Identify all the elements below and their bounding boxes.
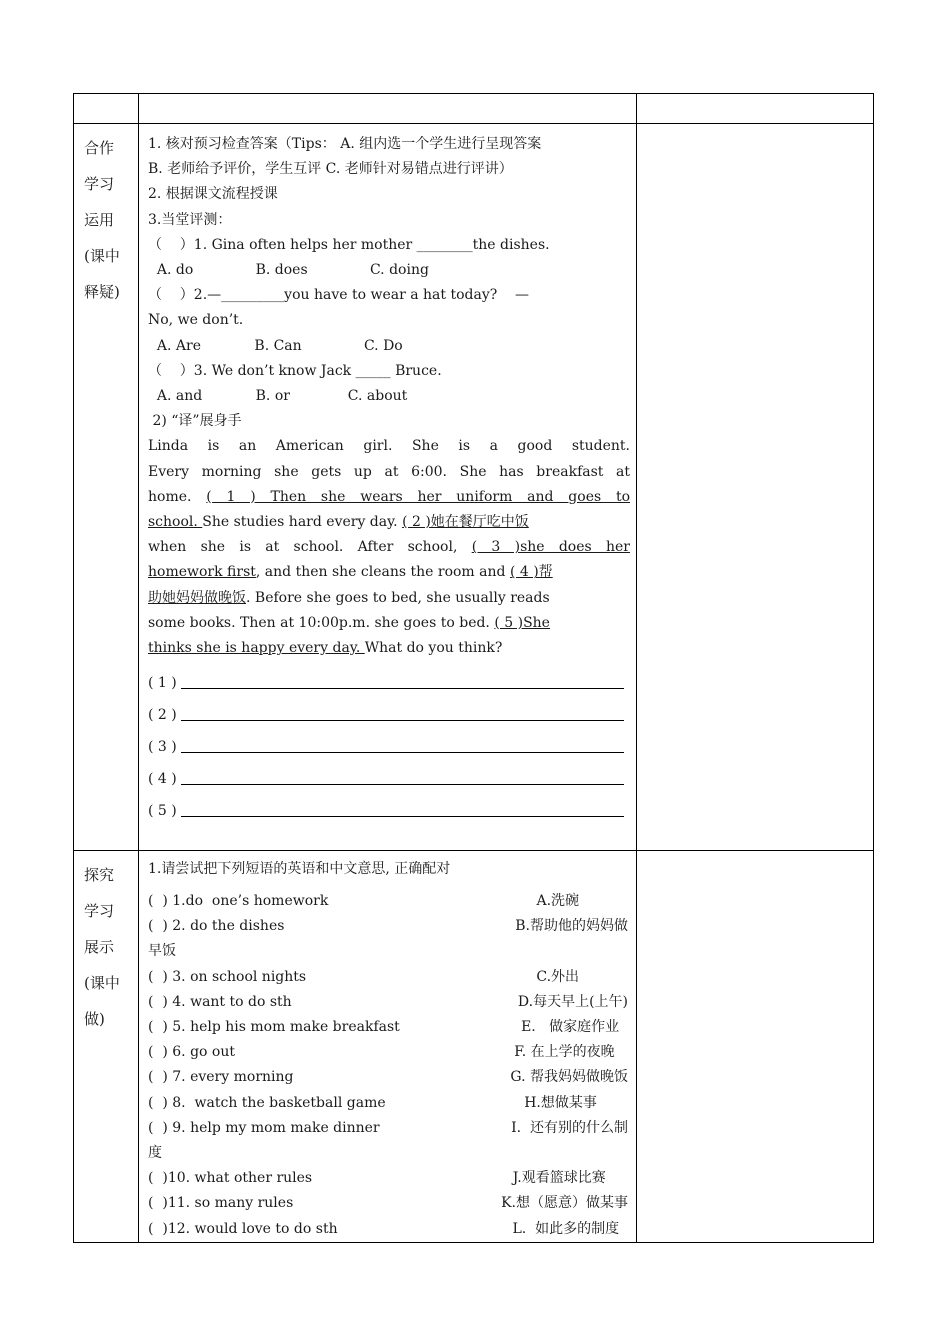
section-label-cooperative: 合作 学习 运用 (课中 释疑)	[74, 124, 139, 851]
header-row	[74, 94, 874, 124]
explore-content	[139, 851, 637, 1243]
passage-line-1: Linda is an American girl. She is a good student.	[148, 438, 630, 455]
instruction-line-4: 3.当堂评测：	[148, 211, 232, 228]
question-1-options: A. do B. does C. doing	[148, 262, 429, 279]
passage-line-2: Every morning she gets up at 6:00. She has breakfast at	[148, 463, 630, 480]
passage-line-6: homework first, and then she cleans the room and ( 4 )帮	[148, 564, 553, 581]
matching-item	[148, 914, 630, 939]
matching-item	[148, 939, 630, 964]
matching-item	[148, 1015, 630, 1040]
instruction-line-1: 1. 核对预习检查答案（Tips： A. 组内选一个学生进行呈现答案	[148, 136, 542, 152]
matching-item	[148, 1141, 630, 1166]
header-cell-1	[74, 94, 139, 124]
header-cell-2	[139, 94, 637, 124]
matching-english: ( )12. would love to do sth	[148, 1220, 338, 1237]
matching-instruction: 1.请尝试把下列短语的英语和中文意思, 正确配对	[148, 861, 451, 877]
answer-blank-4[interactable]: ( 4 )	[148, 759, 630, 791]
matching-chinese: F. 在上学的夜晚	[514, 1044, 628, 1061]
matching-english: ( )10. what other rules	[148, 1170, 313, 1187]
matching-chinese: C.外出	[536, 968, 628, 985]
answer-blank-2[interactable]: ( 2 )	[148, 695, 630, 727]
matching-item	[148, 1040, 630, 1065]
answer-blank-5[interactable]: ( 5 )	[148, 791, 630, 823]
answer-blank-3[interactable]: ( 3 )	[148, 727, 630, 759]
matching-item	[148, 1191, 630, 1216]
matching-chinese: K.想（愿意）做某事	[501, 1195, 628, 1212]
matching-english: ( ) 5. help his mom make breakfast	[148, 1019, 400, 1036]
matching-english: ( )11. so many rules	[148, 1195, 294, 1212]
question-2: （ ）2.—_________you have to wear a hat today? —	[148, 287, 530, 304]
section-row-explore	[74, 851, 874, 1243]
matching-chinese: H.想做某事	[524, 1094, 628, 1111]
question-3-options: A. and B. or C. about	[148, 388, 408, 405]
instruction-line-2: B. 老师给予评价，学生互评 C. 老师针对易错点进行评讲）	[148, 161, 513, 178]
matching-item	[148, 1116, 630, 1141]
section-label-explore: 探究 学习 展示 (课中 做)	[74, 851, 139, 1243]
passage-line-9: thinks she is happy every day. What do you think?	[148, 640, 503, 657]
question-2-cont: No, we don’t.	[148, 312, 244, 329]
answer-blank-1[interactable]: ( 1 )	[148, 663, 630, 695]
matching-english: ( ) 4. want to do sth	[148, 993, 292, 1010]
matching-english: ( ) 3. on school nights	[148, 968, 307, 985]
translation-heading: 2) “译”展身手	[148, 413, 242, 430]
matching-item	[148, 965, 630, 990]
matching-item	[148, 889, 630, 914]
matching-english: ( ) 7. every morning	[148, 1069, 294, 1086]
matching-english: ( ) 9. help my mom make dinner	[148, 1119, 380, 1136]
matching-list	[148, 889, 630, 1242]
matching-english: 度	[148, 1145, 162, 1162]
passage-line-8: some books. Then at 10:00p.m. she goes to bed. ( 5 )She	[148, 614, 550, 631]
matching-item	[148, 1091, 630, 1116]
header-cell-3	[637, 94, 874, 124]
question-1: （ ）1. Gina often helps her mother ________the dishes.	[148, 236, 550, 253]
matching-chinese	[628, 1141, 630, 1166]
passage-line-7: 助她妈妈做晚饭. Before she goes to bed, she usually reads	[148, 589, 550, 606]
passage-line-3: home. ( 1 ) Then she wears her uniform and goes to	[148, 488, 630, 505]
translate-target-4: ( 4 )帮	[509, 564, 553, 581]
translate-target-2: ( 2 )她在餐厅吃中饭	[402, 514, 529, 531]
matching-item	[148, 1217, 630, 1242]
translate-target-3: ( 3 )she does her	[471, 539, 630, 556]
matching-english: ( ) 8. watch the basketball game	[148, 1094, 386, 1111]
translate-target-5: ( 5 )She	[494, 614, 550, 631]
instruction-line-3: 2. 根据课文流程授课	[148, 186, 278, 203]
matching-item	[148, 1166, 630, 1191]
question-2-options: A. Are B. Can C. Do	[148, 337, 403, 354]
matching-item	[148, 990, 630, 1015]
section-row-cooperative	[74, 124, 874, 851]
matching-chinese: B.帮助他的妈妈做	[515, 918, 628, 935]
matching-english: 早饭	[148, 943, 176, 960]
notes-cell-2	[637, 851, 874, 1243]
matching-item	[148, 1065, 630, 1090]
matching-chinese: I. 还有别的什么制	[511, 1119, 628, 1136]
matching-chinese	[628, 939, 630, 964]
matching-english: ( ) 2. do the dishes	[148, 918, 285, 935]
matching-chinese: G. 帮我妈妈做晚饭	[510, 1069, 628, 1086]
matching-chinese: J.观看篮球比赛	[512, 1170, 628, 1187]
matching-chinese: E. 做家庭作业	[521, 1019, 628, 1036]
passage-line-4: school. She studies hard every day. ( 2 )她在餐厅吃中饭	[148, 514, 529, 531]
matching-english: ( ) 6. go out	[148, 1044, 235, 1061]
passage-line-5: when she is at school. After school, ( 3 )she does her	[148, 539, 630, 556]
matching-chinese: A.洗碗	[536, 893, 628, 909]
matching-chinese: D.每天早上(上午)	[517, 993, 628, 1010]
question-3: （ ）3. We don’t know Jack _____ Bruce.	[148, 362, 442, 379]
matching-chinese: L. 如此多的制度	[512, 1220, 628, 1237]
notes-cell-1	[637, 124, 874, 851]
cooperative-content	[139, 124, 637, 851]
translate-target-1: ( 1 ) Then she wears her uniform and goes to	[206, 488, 630, 505]
lesson-table	[73, 93, 874, 1243]
matching-english: ( ) 1.do one’s homework	[148, 893, 329, 909]
